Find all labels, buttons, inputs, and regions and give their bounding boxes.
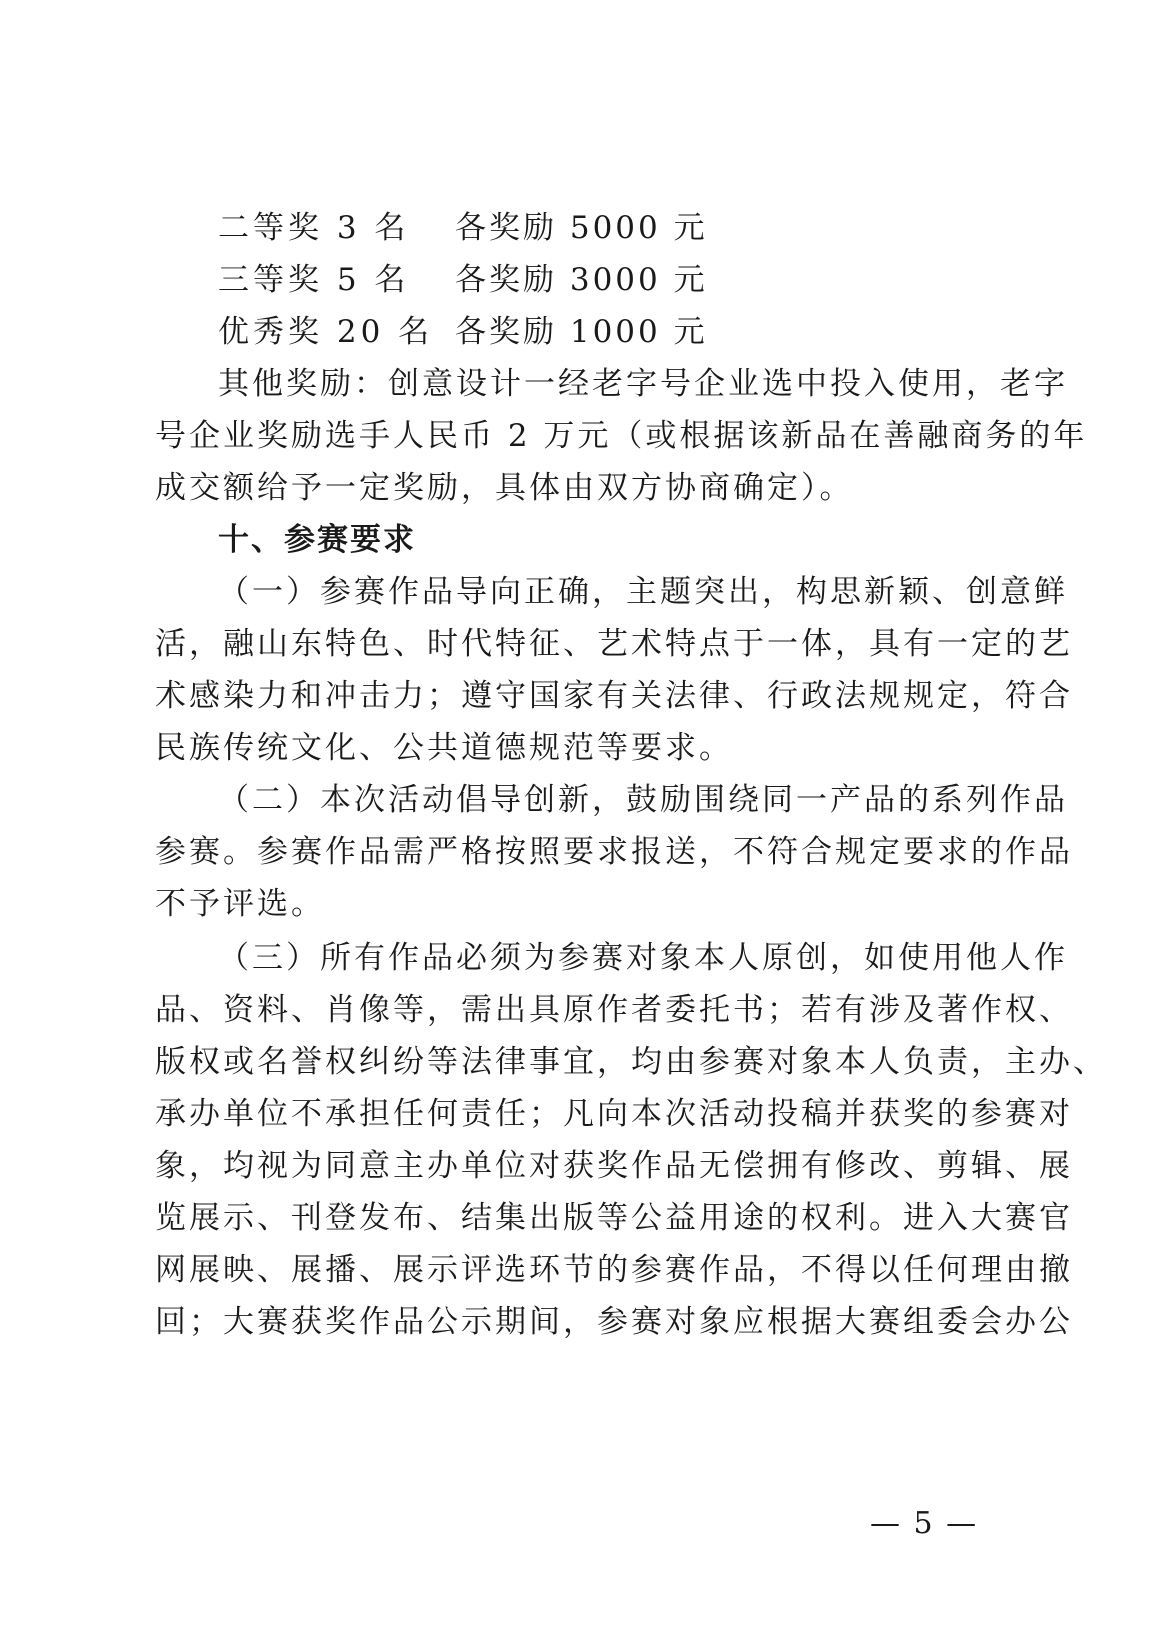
paragraph-line: 承办单位不承担任何责任；凡向本次活动投稿并获奖的参赛对 — [155, 1096, 1073, 1132]
paragraph-line: 术感染力和冲击力；遵守国家有关法律、行政法规规定，符合 — [155, 678, 1073, 714]
paragraph-line: 网展映、展播、展示评选环节的参赛作品，不得以任何理由撤 — [155, 1252, 1073, 1288]
paragraph-line: 活，融山东特色、时代特征、艺术特点于一体，具有一定的艺 — [155, 626, 1073, 662]
prize-name: 优秀奖 20 名 — [218, 314, 434, 350]
prize-amount: 各奖励 1000 元 — [455, 314, 708, 350]
paragraph-line: 成交额给予一定奖励，具体由双方协商确定）。 — [155, 470, 854, 506]
paragraph-line: 民族传统文化、公共道德规范等要求。 — [155, 730, 733, 766]
paragraph-line: 其他奖励：创意设计一经老字号企业选中投入使用，老字 — [218, 366, 1068, 402]
paragraph-line: 参赛。参赛作品需严格按照要求报送，不符合规定要求的作品 — [155, 834, 1073, 870]
paragraph-line: 回；大赛获奖作品公示期间，参赛对象应根据大赛组委会办公 — [155, 1304, 1073, 1340]
paragraph-line: 不予评选。 — [155, 886, 325, 922]
paragraph-line: （一）参赛作品导向正确，主题突出，构思新颖、创意鲜 — [218, 574, 1068, 610]
prize-name: 二等奖 3 名 — [218, 210, 410, 246]
page-number: — 5 — — [870, 1506, 979, 1541]
paragraph-line: 品、资料、肖像等，需出具原作者委托书；若有涉及著作权、 — [155, 992, 1073, 1028]
paragraph-line: 号企业奖励选手人民币 2 万元（或根据该新品在善融商务的年 — [155, 418, 1088, 454]
paragraph-line: （二）本次活动倡导创新，鼓励围绕同一产品的系列作品 — [218, 782, 1068, 818]
paragraph-line: 版权或名誉权纠纷等法律事宜，均由参赛对象本人负责，主办、 — [155, 1044, 1107, 1080]
paragraph-line: 象，均视为同意主办单位对获奖作品无偿拥有修改、剪辑、展 — [155, 1148, 1073, 1184]
paragraph-line: 览展示、刊登发布、结集出版等公益用途的权利。进入大赛官 — [155, 1200, 1073, 1236]
section-heading: 十、参赛要求 — [218, 522, 416, 558]
prize-name: 三等奖 5 名 — [218, 262, 410, 298]
paragraph-line: （三）所有作品必须为参赛对象本人原创，如使用他人作 — [218, 940, 1068, 976]
prize-amount: 各奖励 5000 元 — [455, 210, 708, 246]
prize-amount: 各奖励 3000 元 — [455, 262, 708, 298]
